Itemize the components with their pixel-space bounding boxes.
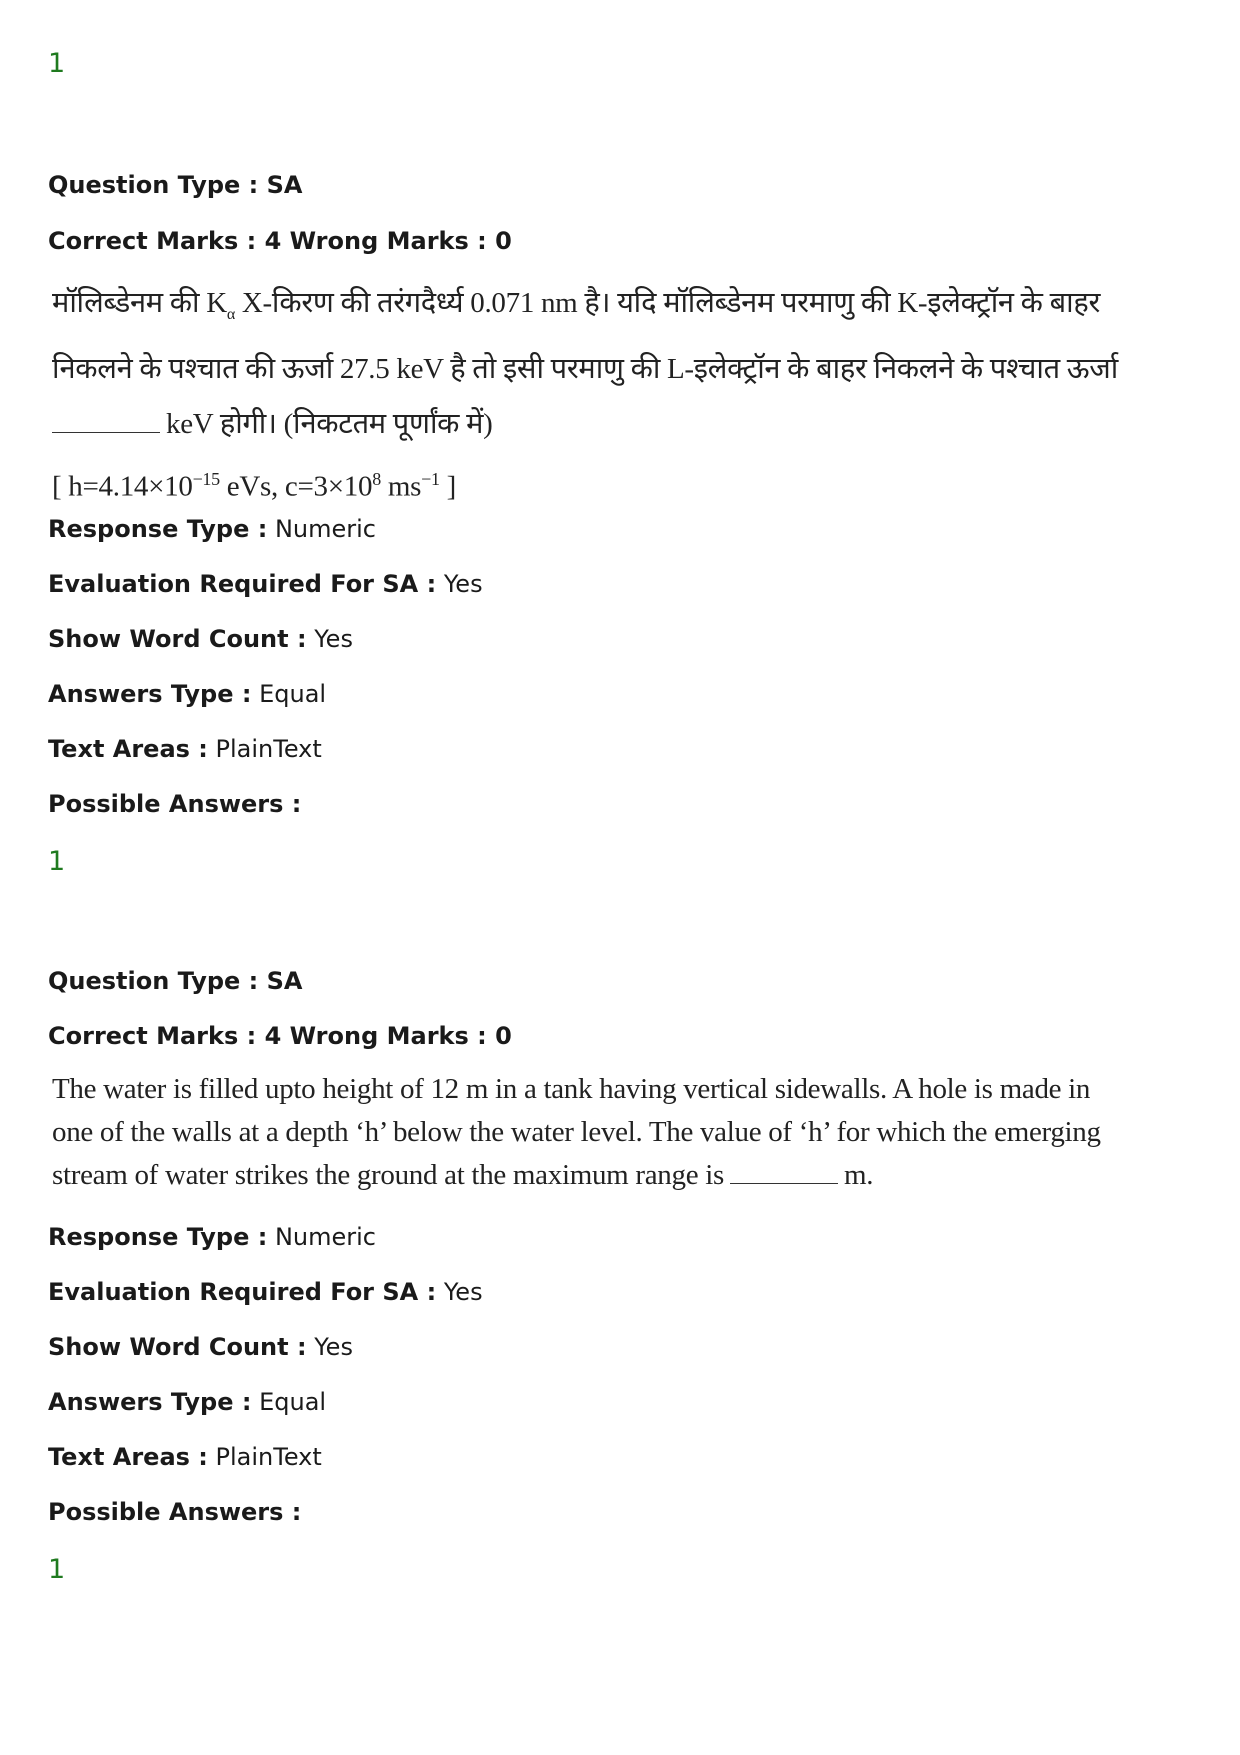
answer-blank (52, 412, 160, 433)
question-line: निकलने के पश्चात की ऊर्जा 27.5 keV है तो इसी परमाणु की L-इलेक्ट्रॉन के बाहर निकलने के पश्चात ऊर्जा (52, 352, 1118, 385)
field-show-word-count: Show Word Count : Yes (48, 1333, 353, 1361)
field-possible-answers: Possible Answers : (48, 790, 302, 818)
question-line: keV होगी। (निकटतम पूर्णांक में) (52, 397, 952, 452)
field-text-areas: Text Areas : PlainText (48, 1443, 322, 1471)
field-response-type: Response Type : Numeric (48, 1223, 376, 1251)
answer-blank (730, 1163, 838, 1184)
field-show-word-count: Show Word Count : Yes (48, 625, 353, 653)
field-answers-type: Answers Type : Equal (48, 1388, 327, 1416)
page-number: 1 (48, 48, 66, 79)
question-marks: Correct Marks : 4 Wrong Marks : 0 (48, 227, 512, 255)
field-text-areas: Text Areas : PlainText (48, 735, 322, 763)
question-type: Question Type : SA (48, 967, 303, 995)
field-answers-type: Answers Type : Equal (48, 680, 327, 708)
possible-answer: 1 (48, 846, 66, 877)
question-text (52, 1068, 1101, 1197)
field-possible-answers: Possible Answers : (48, 1498, 302, 1526)
question-line: मॉलिब्डेनम की $K_\alpha$ X-किरण की तरंगदैर्ध्य 0.071 nm है। यदि मॉलिब्डेनम परमाणु की K-इलेक्ट्रॉन के बाहर (52, 287, 1101, 323)
question-type: Question Type : SA (48, 171, 303, 199)
question-text (52, 276, 1118, 514)
question-line: stream of water strikes the ground at the maximum range is m. (52, 1159, 874, 1191)
constants-line: [ $h=4.14\times 10^{-15}$ eVs, $c=3\times 10^8$ $ms^{-1}$ ] (52, 468, 456, 503)
field-evaluation-required: Evaluation Required For SA : Yes (48, 1278, 483, 1306)
possible-answer: 1 (48, 1554, 66, 1585)
field-response-type: Response Type : Numeric (48, 515, 376, 543)
question-line: The water is filled upto height of 12 m in a tank having vertical sidewalls. A hole is made in (52, 1073, 1091, 1105)
question-marks: Correct Marks : 4 Wrong Marks : 0 (48, 1022, 512, 1050)
field-evaluation-required: Evaluation Required For SA : Yes (48, 570, 483, 598)
question-line: one of the walls at a depth ‘h’ below the water level. The value of ‘h’ for which the emerging (52, 1116, 1101, 1148)
